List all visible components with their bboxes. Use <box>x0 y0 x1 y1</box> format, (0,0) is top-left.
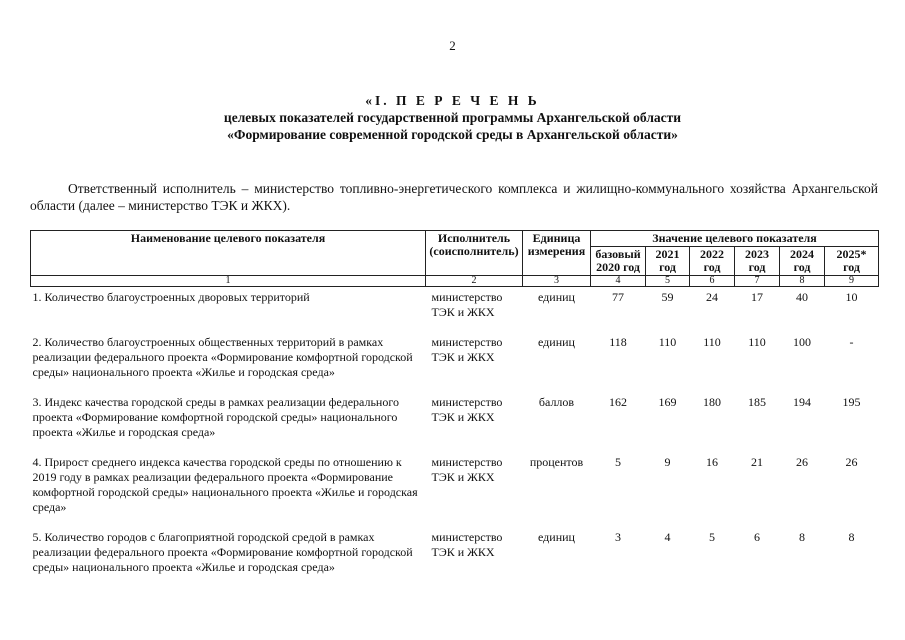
value-cell: 21 <box>751 455 763 469</box>
value-cell: 180 <box>703 395 721 409</box>
title-line-2: целевых показателей государственной программы Архангельской области <box>223 110 682 125</box>
header-year: 2022 год <box>690 247 735 276</box>
value-cell: 40 <box>796 290 808 304</box>
header-value-group: Значение целевого показателя <box>591 231 879 247</box>
value-cell: 5 <box>615 455 621 469</box>
document-title <box>0 92 905 143</box>
column-number: 4 <box>591 276 646 287</box>
value-cell: 26 <box>796 455 808 469</box>
value-cell: 59 <box>661 290 674 304</box>
header-executor: Исполнитель (соисполнитель) <box>426 231 523 276</box>
value-cell: 3 <box>615 530 621 544</box>
value-cell: - <box>849 335 854 349</box>
value-cell: 10 <box>845 290 858 304</box>
executor-cell: министерство ТЭК и ЖКХ <box>431 290 503 319</box>
column-number: 2 <box>426 276 523 287</box>
title-line-3: «Формирование современной городской среды в Архангельской области» <box>227 127 678 142</box>
table-row <box>31 455 879 530</box>
executor-cell: министерство ТЭК и ЖКХ <box>431 530 503 559</box>
column-number-row <box>31 276 879 287</box>
header-indicator-name: Наименование целевого показателя <box>31 231 426 276</box>
column-number: 1 <box>31 276 426 287</box>
header-year: 2025* год <box>825 247 879 276</box>
table-row <box>31 530 879 590</box>
column-number: 5 <box>646 276 690 287</box>
indicator-name-cell: 5. Количество городов с благоприятной городской средой в рамках реализации федерального проекта «Формирование комфортной городской среды» национального проекта «Жилье и городская среда» <box>32 530 413 574</box>
indicator-name-cell: 4. Прирост среднего индекса качества городской среды по отношению к 2019 году в рамках реализации федерального проекта «Формирование комфортной городской среды» национального проекта «Жилье и городская среда» <box>32 455 418 514</box>
executor-cell: министерство ТЭК и ЖКХ <box>431 455 503 484</box>
value-cell: 24 <box>706 290 718 304</box>
value-cell: 4 <box>664 530 671 544</box>
value-cell: 8 <box>799 530 805 544</box>
title-line-1: «I. П Е Р Е Ч Е Н Ь <box>365 93 540 108</box>
value-cell: 162 <box>609 395 627 409</box>
indicators-table <box>30 230 879 590</box>
header-year: базовый 2020 год <box>591 247 646 276</box>
indicator-name-cell: 2. Количество благоустроенных общественных территорий в рамках реализации федерального проекта «Формирование комфортной городской среды» национального проекта «Жилье и городская среда» <box>32 335 413 379</box>
value-cell: 110 <box>748 335 766 349</box>
value-cell: 16 <box>706 455 718 469</box>
executor-cell: министерство ТЭК и ЖКХ <box>431 395 503 424</box>
column-number: 3 <box>523 276 591 287</box>
unit-cell: единиц <box>538 290 575 304</box>
value-cell: 195 <box>842 395 861 409</box>
value-cell: 77 <box>612 290 624 304</box>
header-unit: Единица измерения <box>523 231 591 276</box>
value-cell: 185 <box>748 395 766 409</box>
indicator-name-cell: 1. Количество благоустроенных дворовых территорий <box>32 290 310 304</box>
column-number: 6 <box>690 276 735 287</box>
value-cell: 110 <box>703 335 721 349</box>
table-row <box>31 395 879 455</box>
column-number: 7 <box>735 276 780 287</box>
column-number: 9 <box>825 276 879 287</box>
value-cell: 110 <box>658 335 677 349</box>
unit-cell: единиц <box>538 530 575 544</box>
value-cell: 9 <box>664 455 671 469</box>
value-cell: 169 <box>658 395 677 409</box>
value-cell: 26 <box>845 455 858 469</box>
table-row <box>31 335 879 395</box>
value-cell: 100 <box>793 335 811 349</box>
indicator-name-cell: 3. Индекс качества городской среды в рамках реализации федерального проекта «Формирование комфортной городской среды» национального проекта «Жилье и городская среда» <box>32 395 399 439</box>
header-year: 2021 год <box>646 247 690 276</box>
column-number: 8 <box>780 276 825 287</box>
table-row <box>31 287 879 336</box>
unit-cell: единиц <box>538 335 575 349</box>
value-cell: 6 <box>754 530 760 544</box>
value-cell: 5 <box>709 530 715 544</box>
value-cell: 194 <box>793 395 811 409</box>
value-cell: 17 <box>751 290 763 304</box>
header-year: 2024 год <box>780 247 825 276</box>
page-number: 2 <box>449 38 456 53</box>
value-cell: 8 <box>848 530 855 544</box>
unit-cell: баллов <box>538 395 575 409</box>
executor-cell: министерство ТЭК и ЖКХ <box>431 335 503 364</box>
unit-cell: процентов <box>529 455 584 469</box>
header-year: 2023 год <box>735 247 780 276</box>
intro-paragraph: Ответственный исполнитель – министерство топливно-энергетического комплекса и жилищно-коммунального хозяйства Архангельской области (далее – министерство ТЭК и ЖКХ). <box>30 181 878 213</box>
value-cell: 118 <box>609 335 627 349</box>
